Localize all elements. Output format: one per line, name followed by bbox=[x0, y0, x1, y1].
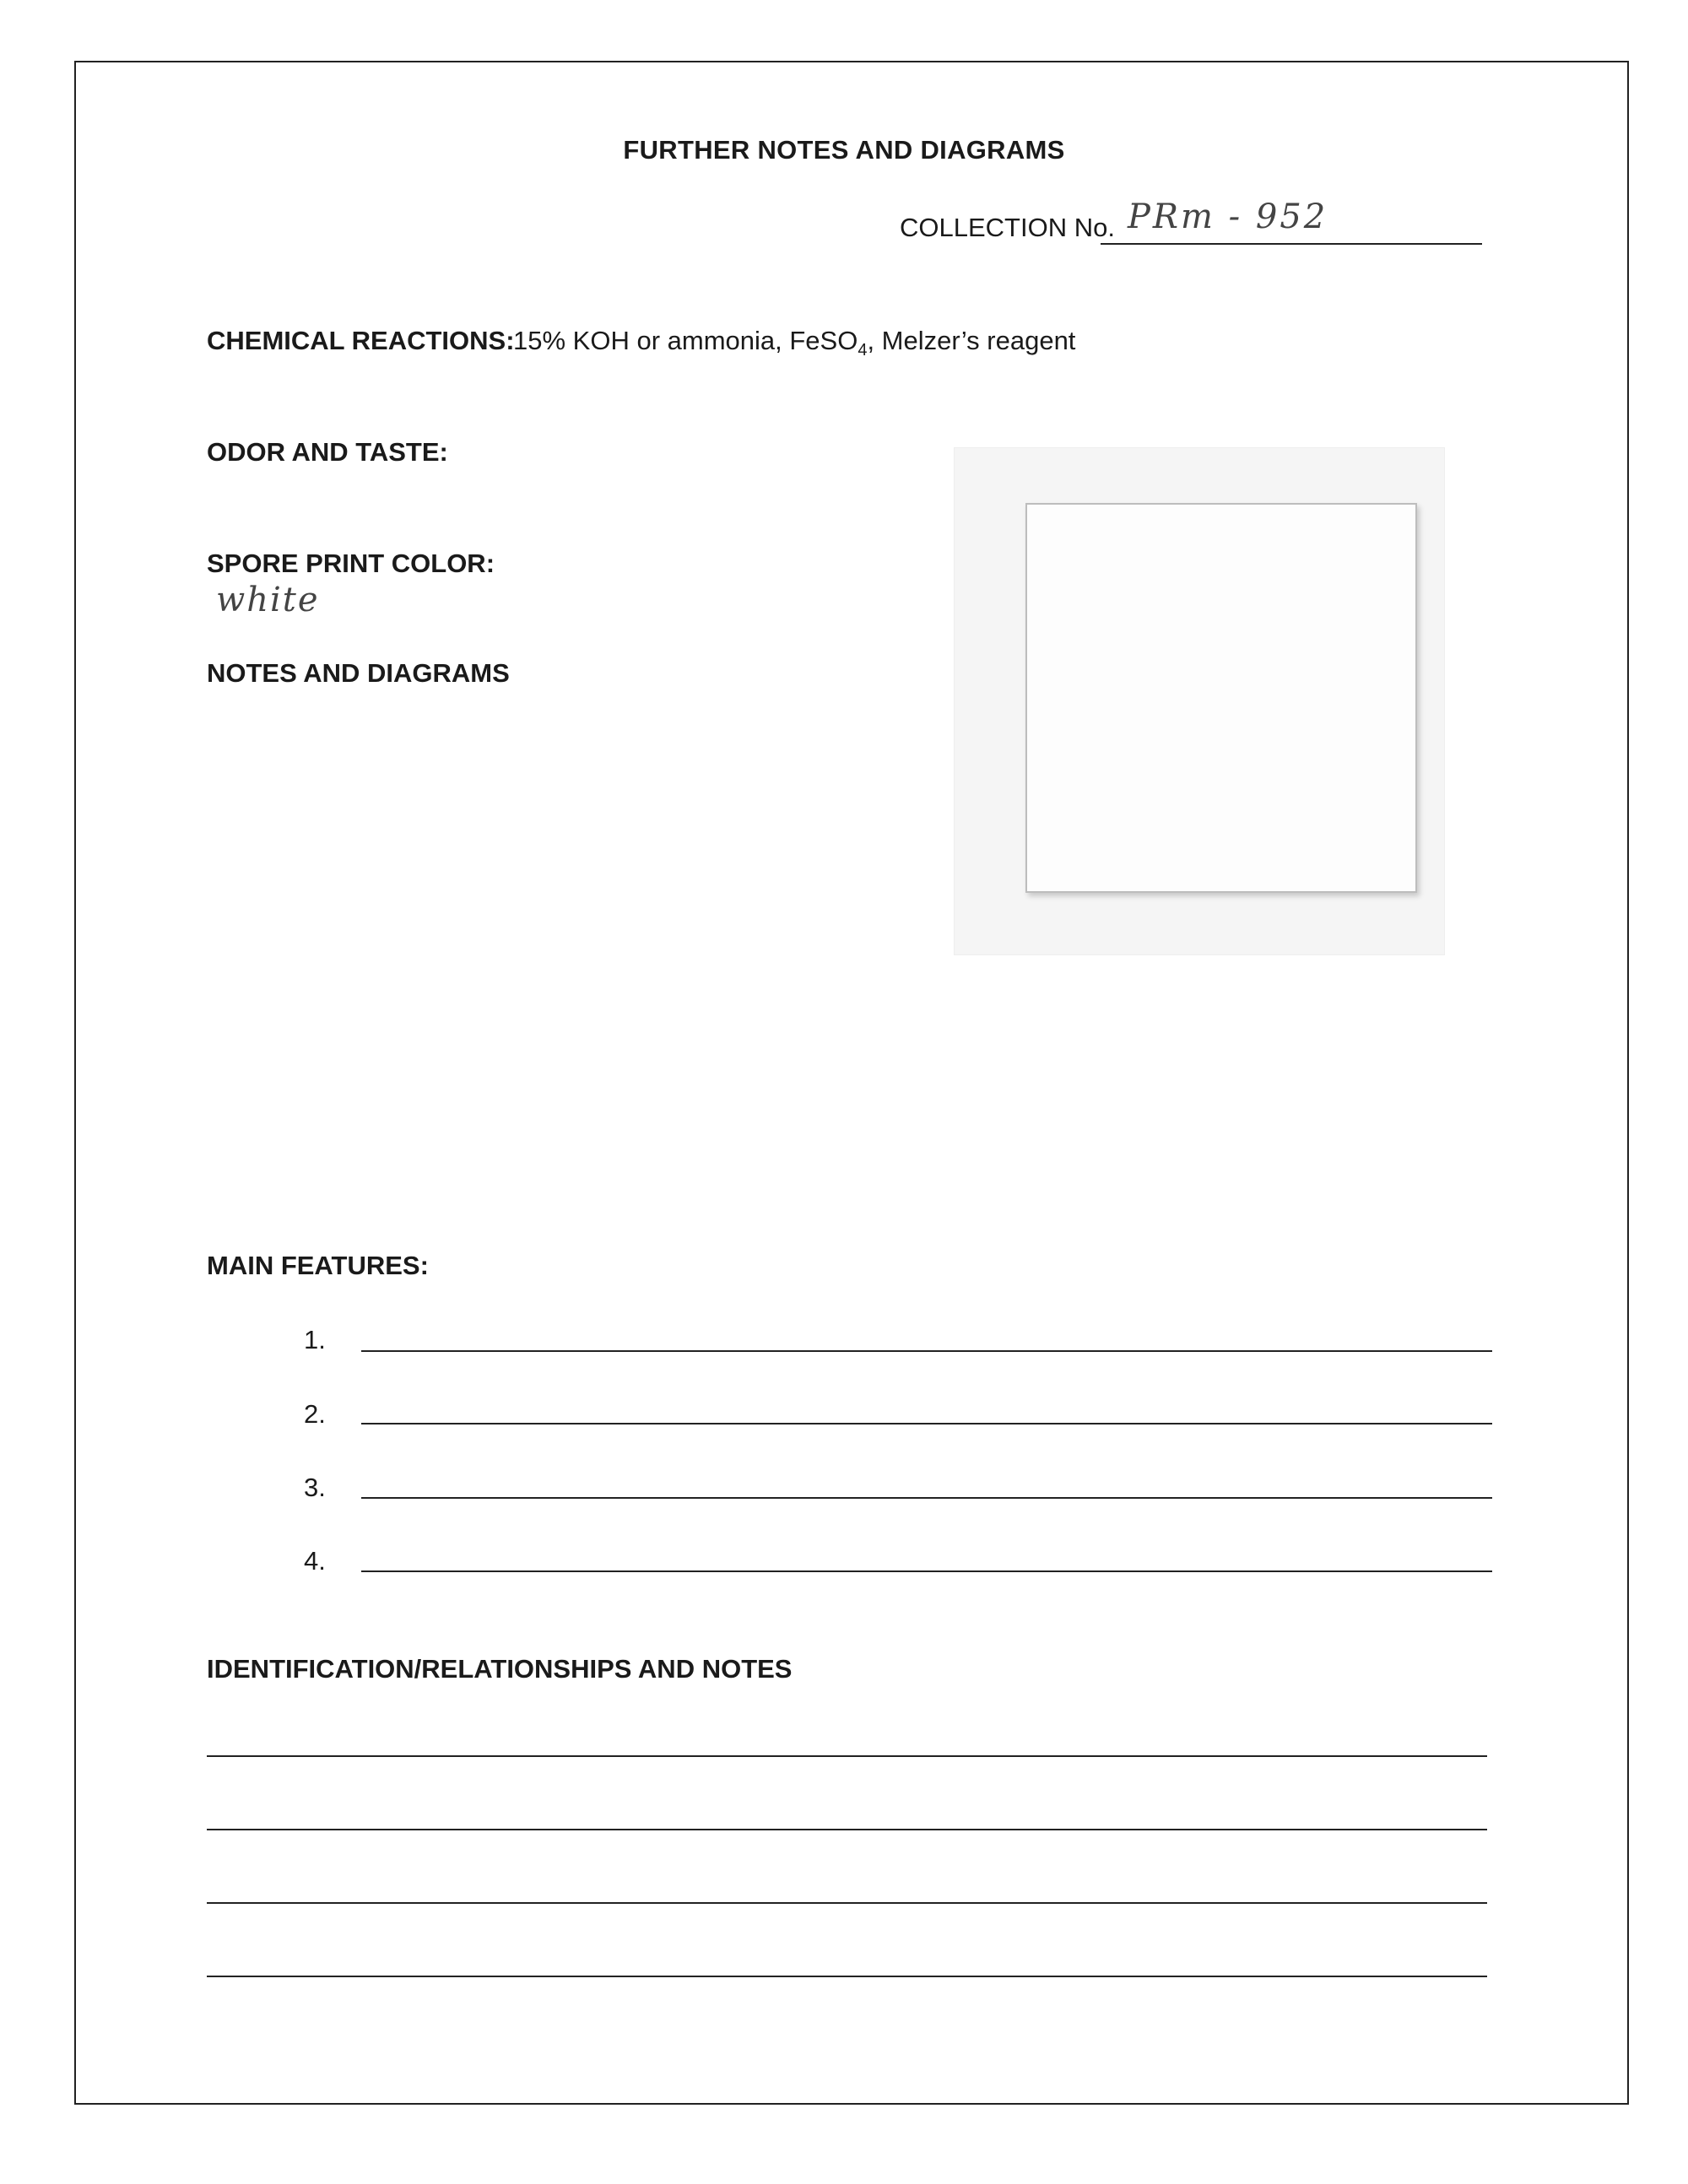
odor-taste-label: ODOR AND TASTE: bbox=[207, 437, 448, 467]
main-feature-line[interactable] bbox=[361, 1497, 1492, 1499]
chemical-reactions-label: CHEMICAL REACTIONS: bbox=[207, 326, 515, 355]
main-feature-line[interactable] bbox=[361, 1570, 1492, 1572]
main-feature-number: 3. bbox=[304, 1473, 326, 1502]
page-title: FURTHER NOTES AND DIAGRAMS bbox=[623, 135, 1065, 165]
identification-label: IDENTIFICATION/RELATIONSHIPS AND NOTES bbox=[207, 1654, 793, 1684]
identification-line[interactable] bbox=[207, 1976, 1487, 1977]
attached-note-paper bbox=[1025, 503, 1417, 893]
identification-line[interactable] bbox=[207, 1755, 1487, 1757]
main-feature-line[interactable] bbox=[361, 1350, 1492, 1352]
main-feature-number: 1. bbox=[304, 1325, 326, 1354]
chemical-reactions-tail: , Melzer’s reagent bbox=[867, 326, 1076, 355]
page-border bbox=[74, 61, 1629, 2105]
spore-print-label: SPORE PRINT COLOR: bbox=[207, 549, 495, 578]
chemical-reactions-text bbox=[513, 326, 1075, 360]
chemical-reactions-main: 15% KOH or ammonia, FeSO bbox=[513, 326, 858, 355]
main-feature-number: 2. bbox=[304, 1399, 326, 1429]
identification-line[interactable] bbox=[207, 1829, 1487, 1830]
identification-line[interactable] bbox=[207, 1902, 1487, 1904]
collection-number-value: PRm - 952 bbox=[1128, 197, 1328, 236]
main-feature-number: 4. bbox=[304, 1546, 326, 1576]
collection-number-line bbox=[1101, 243, 1482, 245]
chemical-subscript: 4 bbox=[858, 341, 868, 360]
collection-number-label: COLLECTION No. bbox=[900, 213, 1115, 242]
main-features-label: MAIN FEATURES: bbox=[207, 1251, 429, 1280]
notes-diagrams-label: NOTES AND DIAGRAMS bbox=[207, 658, 510, 688]
collection-number-field[interactable] bbox=[900, 197, 1482, 245]
spore-print-value[interactable]: white bbox=[216, 581, 320, 619]
main-feature-line[interactable] bbox=[361, 1423, 1492, 1424]
